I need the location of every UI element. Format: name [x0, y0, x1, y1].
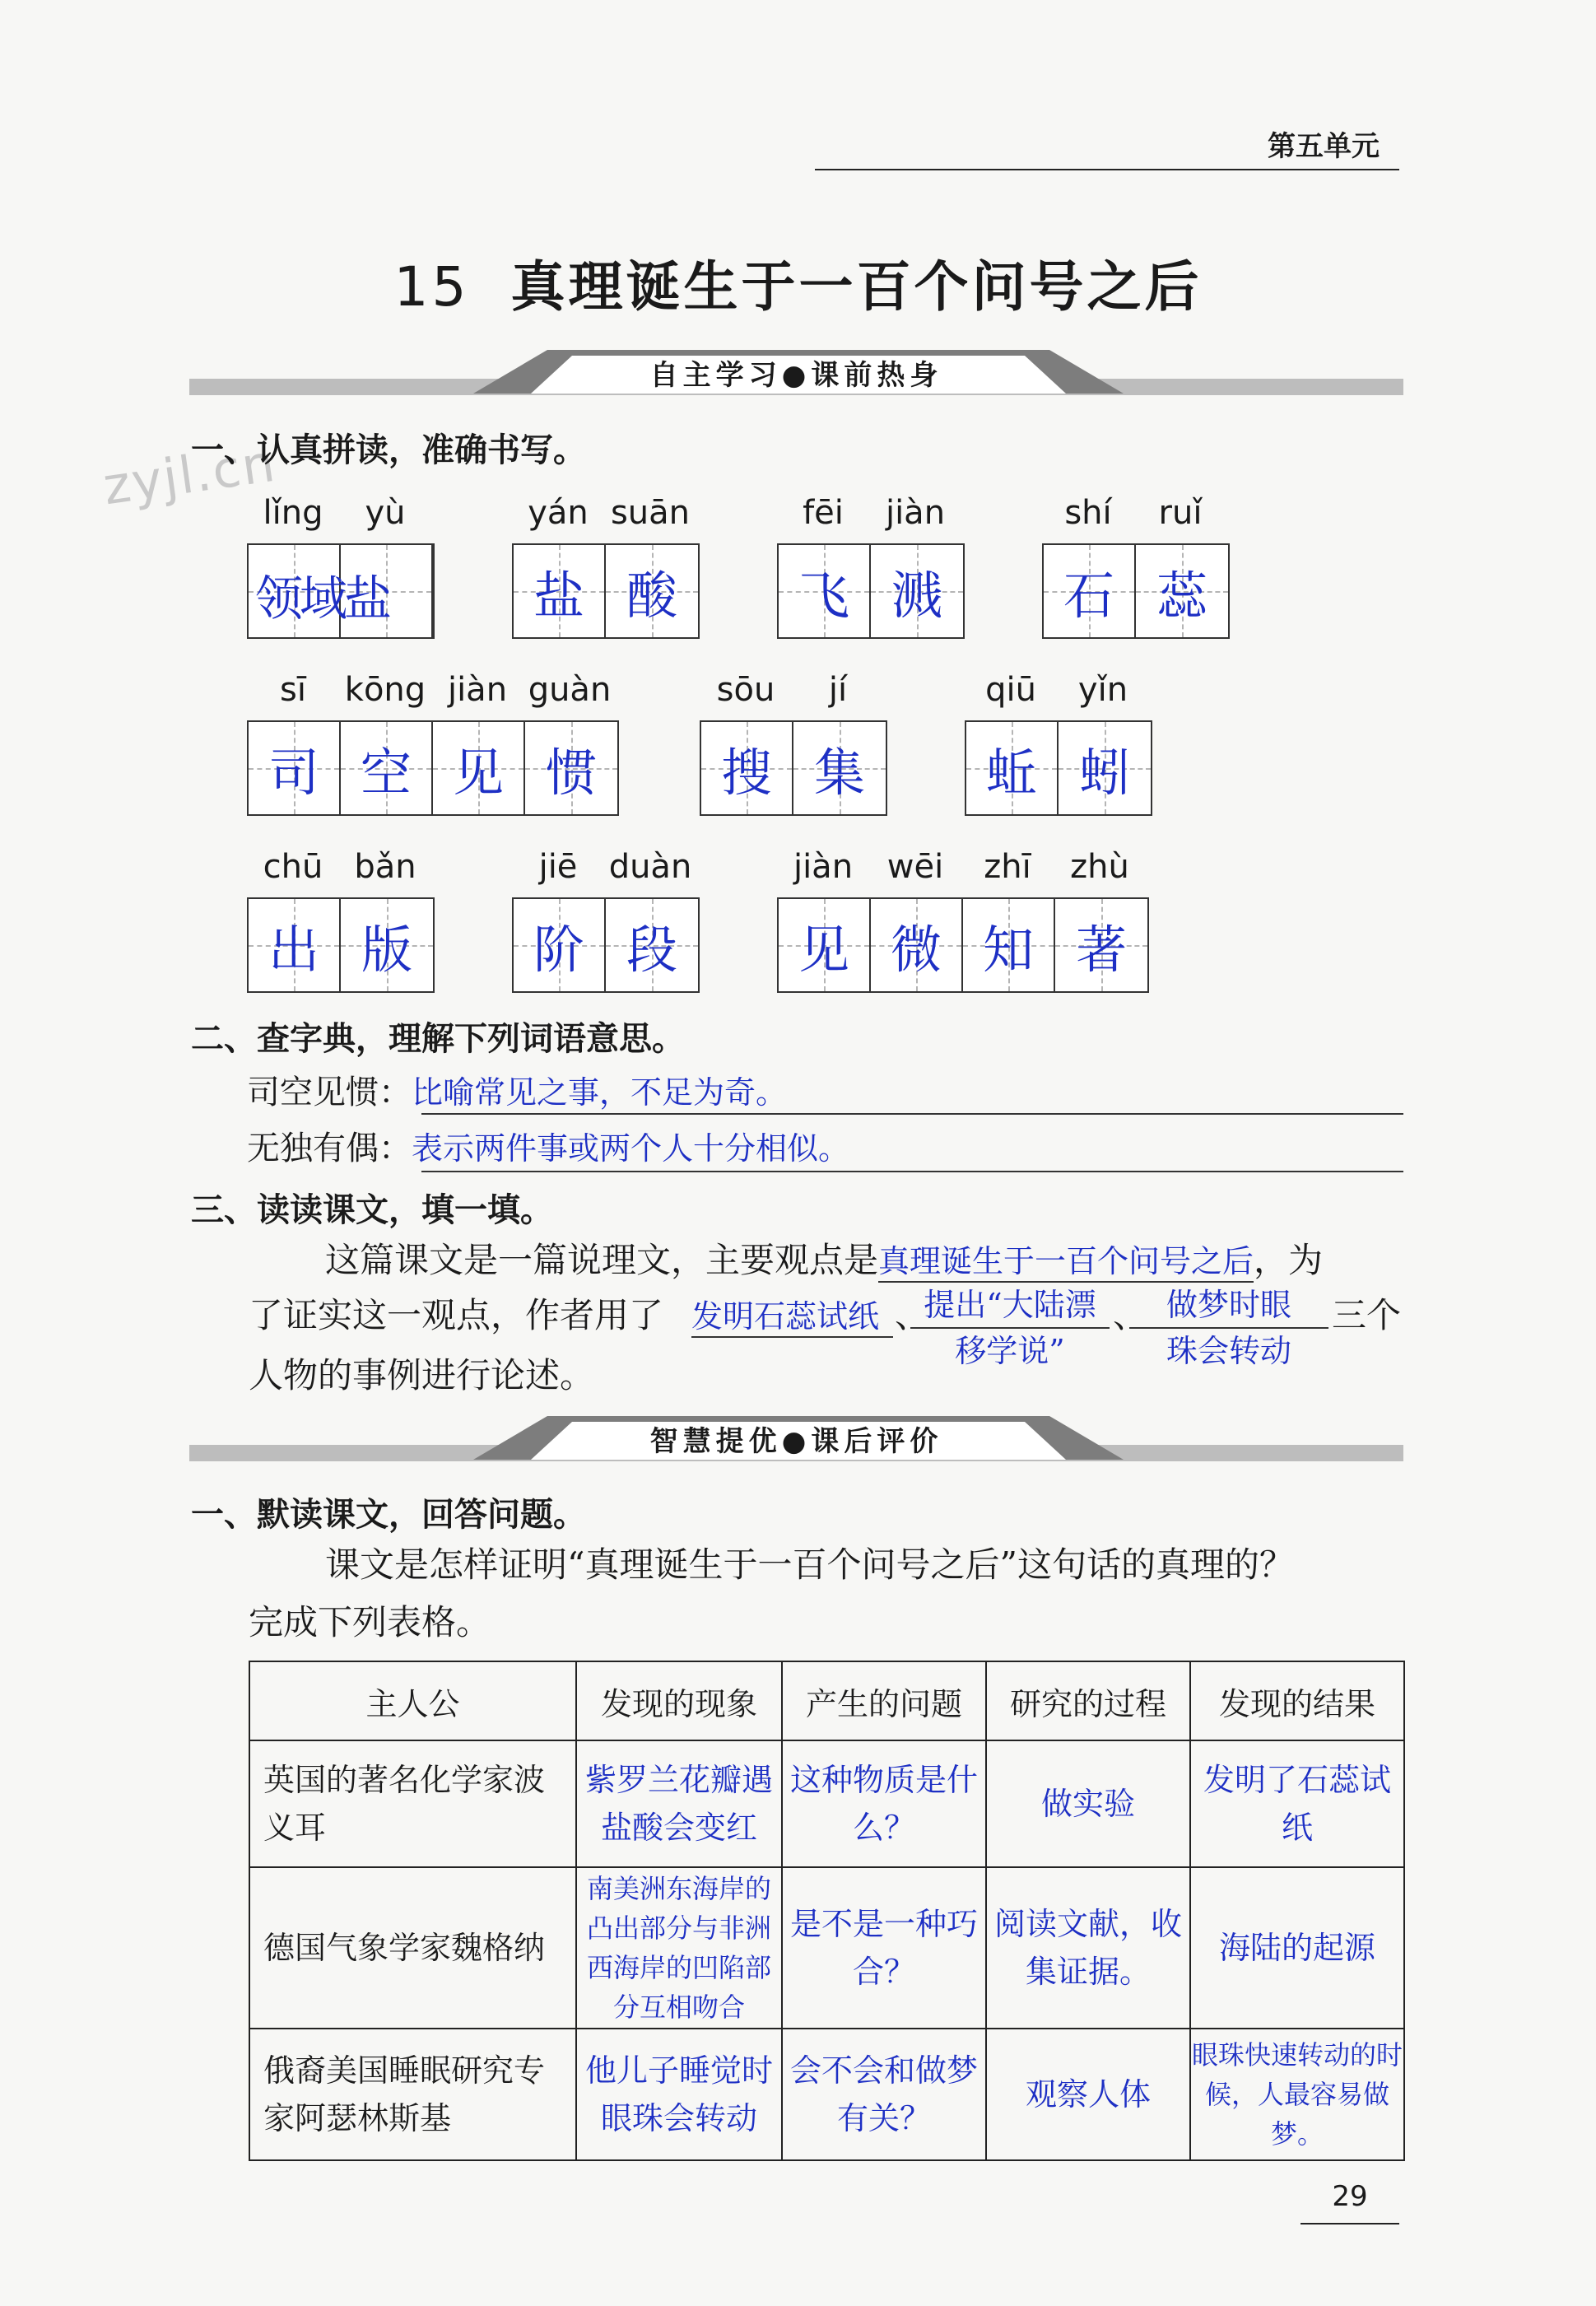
char-box: 司 — [249, 722, 341, 814]
intro-line: 完成下列表格。 — [249, 1602, 491, 1642]
pinyin: wēi — [886, 848, 944, 886]
pinyin: yù — [365, 494, 406, 532]
word-group — [512, 494, 700, 639]
watermark-logo: zyjl.cn — [99, 432, 280, 517]
research-table — [249, 1661, 1405, 2161]
fill-answer: 珠会转动 — [1166, 1333, 1291, 1369]
char-box: 搜 — [701, 722, 793, 814]
table-header-row — [249, 1661, 1404, 1740]
char-box: 惯 — [525, 722, 617, 814]
definition-term: 司空见惯： — [247, 1074, 412, 1111]
table-cell: 南美洲东海岸的凸出部分与非洲西海岸的凹陷部分互相吻合 — [576, 1867, 782, 2029]
pinyin: yǐn — [1077, 671, 1128, 709]
pinyin: sōu — [716, 671, 775, 709]
char-box: 阶 — [514, 899, 606, 991]
unit-label: 第五单元 — [1268, 130, 1380, 163]
page-number-rule — [1301, 2223, 1399, 2224]
banner-label: 自主学习●课前热身 — [649, 359, 943, 392]
word-group — [512, 848, 700, 993]
word-group — [247, 848, 435, 993]
post-question-1-heading: 一、默读课文，回答问题。 — [191, 1496, 586, 1534]
separator: 、 — [1113, 1295, 1148, 1335]
lesson-title — [0, 243, 1596, 321]
table-cell: 俄裔美国睡眠研究专家阿瑟林斯基 — [249, 2029, 576, 2160]
section-banner-pre — [189, 346, 1403, 403]
answer-line — [421, 1113, 1403, 1115]
intro-line: 课文是怎样证明“真理诞生于一百个问号之后”这句话的真理的？ — [325, 1544, 1294, 1585]
char-box: 飞 — [779, 545, 871, 637]
table-header: 发现的现象 — [576, 1661, 782, 1740]
answer-line — [421, 1171, 1403, 1172]
pinyin: duàn — [608, 848, 692, 886]
separator: 、 — [895, 1295, 930, 1335]
header-rule — [815, 169, 1399, 170]
definition-term: 无独有偶： — [247, 1130, 412, 1167]
table-row — [249, 1740, 1404, 1867]
table-row — [249, 1867, 1404, 2029]
paragraph-text: 这篇课文是一篇说理文，主要观点是 — [325, 1240, 879, 1280]
char-box: 盐 — [514, 545, 606, 637]
pinyin: fēi — [803, 494, 844, 532]
fill-answer: 移学说” — [955, 1333, 1065, 1369]
pinyin: jiàn — [447, 671, 508, 709]
char-box: 酸 — [606, 545, 698, 637]
definition-row — [247, 1122, 849, 1169]
lesson-number: 15 — [393, 255, 470, 319]
char-box: 蚯 — [966, 722, 1059, 814]
word-group — [1042, 494, 1230, 639]
char-box: 见 — [779, 899, 871, 991]
word-group — [247, 494, 435, 639]
table-cell: 阅读文献，收集证据。 — [986, 1867, 1190, 2029]
table-cell: 会不会和做梦有关？ — [782, 2029, 986, 2160]
question-3-heading: 三、读读课文，填一填。 — [191, 1191, 553, 1229]
pinyin: zhù — [1070, 848, 1129, 886]
char-box: 知 — [963, 899, 1055, 991]
char-box: 见 — [433, 722, 525, 814]
char-box: 集 — [793, 722, 886, 814]
table-header: 研究的过程 — [986, 1661, 1190, 1740]
table-cell: 观察人体 — [986, 2029, 1190, 2160]
pinyin: zhī — [984, 848, 1031, 886]
pinyin: kōng — [344, 671, 426, 709]
table-cell: 英国的著名化学家波义耳 — [249, 1740, 576, 1867]
fill-answer: 发明石蕊试纸 — [691, 1291, 893, 1338]
page-number: 29 — [1332, 2180, 1368, 2213]
fill-answer: 做梦时眼 — [1129, 1283, 1328, 1329]
fill-answer: 提出“大陆漂 — [910, 1283, 1110, 1329]
lesson-title-text: 真理诞生于一百个问号之后 — [510, 254, 1203, 319]
pinyin: suān — [610, 494, 691, 532]
char-box: 著 — [1055, 899, 1147, 991]
pinyin: qiū — [985, 671, 1036, 709]
definition-answer: 表示两件事或两个人十分相似。 — [412, 1130, 850, 1167]
table-cell: 是不是一种巧合？ — [782, 1867, 986, 2029]
fill-paragraph-line1 — [325, 1235, 1412, 1287]
table-cell: 眼珠快速转动的时候，人最容易做梦。 — [1190, 2029, 1404, 2160]
table-cell: 德国气象学家魏格纳 — [249, 1867, 576, 2029]
pinyin: yán — [528, 494, 589, 532]
word-group — [247, 671, 619, 816]
char-box: 蚓 — [1059, 722, 1151, 814]
pinyin: lǐng — [263, 494, 323, 532]
handwritten-answer: 领域盐 — [255, 571, 389, 627]
table-header: 发现的结果 — [1190, 1661, 1404, 1740]
question-2-heading: 二、查字典，理解下列词语意思。 — [191, 1020, 685, 1058]
pinyin: jiē — [538, 848, 578, 886]
table-cell: 做实验 — [986, 1740, 1190, 1867]
char-box: 蕊 — [1136, 545, 1228, 637]
char-box: 段 — [606, 899, 698, 991]
paragraph-text: 了证实这一观点，作者用了 — [249, 1295, 664, 1335]
table-header: 主人公 — [249, 1661, 576, 1740]
paragraph-text: 三个 — [1332, 1295, 1402, 1335]
definition-answer: 比喻常见之事，不足为奇。 — [412, 1074, 788, 1111]
pinyin: sī — [280, 671, 306, 709]
char-box: 溅 — [871, 545, 963, 637]
table-cell: 他儿子睡觉时眼珠会转动 — [576, 2029, 782, 2160]
word-group — [700, 671, 887, 816]
pinyin: jiàn — [885, 494, 946, 532]
char-box: 出 — [249, 899, 341, 991]
question-1-heading: 一、认真拼读，准确书写。 — [191, 431, 586, 469]
char-box: 版 — [341, 899, 433, 991]
pinyin: shí — [1064, 494, 1112, 532]
pinyin: jiàn — [793, 848, 854, 886]
pinyin: bǎn — [354, 848, 416, 886]
pinyin: ruǐ — [1158, 494, 1203, 532]
table-cell: 海陆的起源 — [1190, 1867, 1404, 2029]
section-banner-post — [189, 1412, 1403, 1470]
word-group — [965, 671, 1152, 816]
word-group — [777, 494, 965, 639]
char-box: 石 — [1044, 545, 1136, 637]
word-group — [777, 848, 1149, 993]
table-cell: 这种物质是什么？ — [782, 1740, 986, 1867]
table-header: 产生的问题 — [782, 1661, 986, 1740]
pinyin: jí — [828, 671, 848, 709]
pinyin: chū — [263, 848, 323, 886]
fill-answer-multiline — [1129, 1283, 1328, 1373]
table-row — [249, 2029, 1404, 2160]
paragraph-text: ，为 — [1254, 1240, 1324, 1280]
table-cell: 紫罗兰花瓣遇盐酸会变红 — [576, 1740, 782, 1867]
pinyin: guàn — [528, 671, 612, 709]
paragraph-text: 人物的事例进行论述。 — [249, 1355, 595, 1395]
fill-answer: 真理诞生于一百个问号之后 — [878, 1243, 1254, 1283]
banner-label: 智慧提优●课后评价 — [649, 1425, 943, 1458]
char-box: 微 — [871, 899, 963, 991]
char-box: 空 — [341, 722, 433, 814]
definition-row — [247, 1066, 787, 1113]
table-cell: 发明了石蕊试纸 — [1190, 1740, 1404, 1867]
fill-answer-multiline — [910, 1283, 1110, 1373]
